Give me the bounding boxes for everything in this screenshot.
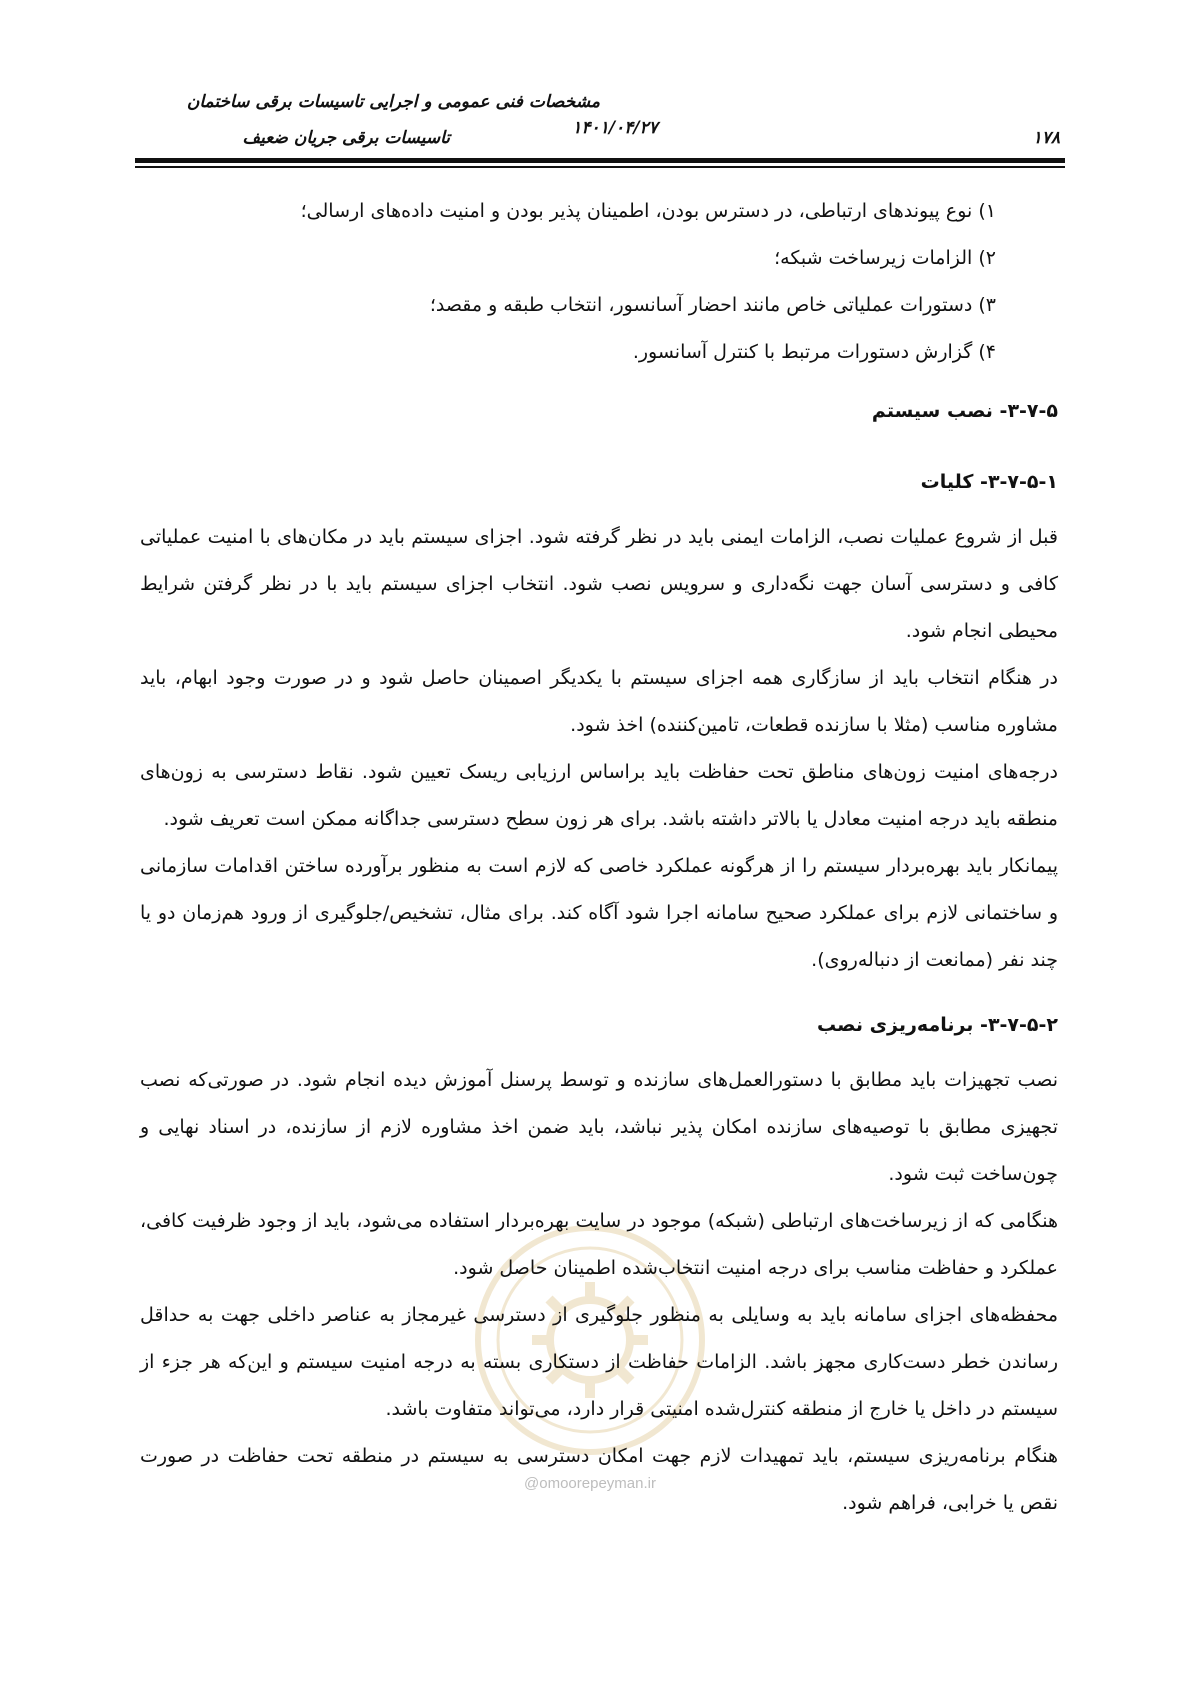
header-date: ۱۴۰۱/۰۴/۲۷ [572,118,658,138]
list-item: ۳) دستورات عملیاتی خاص مانند احضار آسانسور، انتخاب طبقه و مقصد؛ [429,294,996,316]
paragraph: محفظه‌های اجزای سامانه باید به وسایلی به منظور جلوگیری از دسترسی غیرمجاز به عناصر داخلی جهت به حداقل رساندن خطر دست‌کاری مجهز باشد. الزامات حفاظت از دستکاری بسته به درجه امنیت سیستم و این‌که هر جزء از سیستم در داخل یا خارج از منطقه کنترل‌شده امنیتی قرار دارد، می‌تواند متفاوت باشد. [140,1304,1058,1420]
list-item: ۴) گزارش دستورات مرتبط با کنترل آسانسور. [632,341,996,363]
paragraph: درجه‌های امنیت زون‌های مناطق تحت حفاظت باید براساس ارزیابی ریسک تعیین شود. نقاط دسترسی به زون‌های منطقه باید درجه امنیت معادل یا بالاتر داشته باشد. برای هر زون سطح دسترسی جداگانه ممکن است تعریف شود. [140,761,1058,830]
requirements-list [140,188,1058,376]
paragraph: هنگام برنامه‌ریزی سیستم، باید تمهیدات لازم جهت امکان دسترسی به سیستم در منطقه تحت حفاظت در صورت نقص یا خرابی، فراهم شود. [140,1445,1058,1514]
paragraph: در هنگام انتخاب باید از سازگاری همه اجزای سیستم با یکدیگر اصمینان حاصل شود و در صورت وجود ابهام، باید مشاوره مناسب (مثلا با سازنده قطعات، تامین‌کننده) اخذ شود. [140,667,1058,736]
header-title: مشخصات فنی عمومی و اجرایی تاسیسات برقی ساختمان [186,92,600,112]
header-divider-thin [135,166,1065,168]
header-divider-thick [135,158,1065,163]
body-content [140,188,1058,1538]
section-heading: ۳-۷-۵- نصب سیستم [871,400,1058,422]
list-item: ۲) الزامات زیرساخت شبکه؛ [774,247,996,269]
paragraph: پیمانکار باید بهره‌بردار سیستم را از هرگونه عملکرد خاصی که لازم است به منظور برآورده ساختن اقدامات سازمانی و ساختمانی لازم برای عملکرد صحیح سامانه اجرا شود آگاه کند. برای مثال، تشخیص/جلوگیری از ورود هم‌زمان دو یا چند نفر (ممانعت از دنباله‌روی). [140,855,1058,971]
paragraph: هنگامی که از زیرساخت‌های ارتباطی (شبکه) موجود در سایت بهره‌بردار استفاده می‌شود، باید از وجود ظرفیت کافی، عملکرد و حفاظت مناسب برای درجه امنیت انتخاب‌شده اطمینان حاصل شود. [140,1210,1058,1279]
header-subtitle: تاسیسات برقی جریان ضعیف [242,128,450,148]
paragraph: نصب تجهیزات باید مطابق با دستورالعمل‌های سازنده و توسط پرسنل آموزش دیده انجام شود. در صورتی‌که نصب تجهیزی مطابق با توصیه‌های سازنده امکان پذیر نباشد، باید ضمن اخذ مشاوره لازم از سازنده، در اسناد نهایی و چون‌ساخت ثبت شود. [140,1069,1058,1185]
paragraph: قبل از شروع عملیات نصب، الزامات ایمنی باید در نظر گرفته شود. اجزای سیستم باید در مکان‌های با امنیت عملیاتی کافی و دسترسی آسان جهت نگه‌داری و سرویس نصب شود. انتخاب اجزای سیستم باید با در نظر گرفتن شرایط محیطی انجام شود. [140,526,1058,642]
watermark-text: @omoorepeyman.ir [524,1475,656,1492]
list-item: ۱) نوع پیوندهای ارتباطی، در دسترس بودن، اطمینان پذیر بودن و امنیت داده‌های ارسالی؛ [300,200,996,222]
subsection-heading-planning: ۳-۷-۵-۲- برنامه‌ریزی نصب [817,1014,1058,1036]
subsection-heading-general: ۳-۷-۵-۱- کلیات [920,471,1058,493]
page-number: ۱۷۸ [1032,128,1060,148]
